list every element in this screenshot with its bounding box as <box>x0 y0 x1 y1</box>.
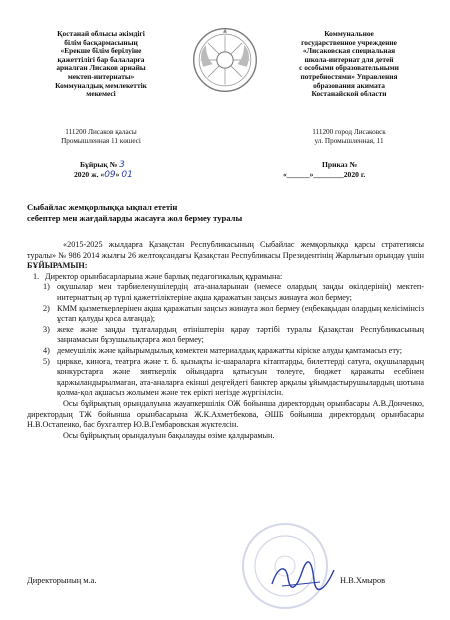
list-item <box>27 357 424 399</box>
org-line: Қостанай облысы әкімдігі <box>57 29 145 38</box>
document-title <box>27 202 242 224</box>
item-text: оқушылар мен тәрбиеленушілердің ата-аналарынан (немесе олардың заңды өкілдерінің) мектеп-интернаттың әр түрлі қажеттіліктеріне ақша қаражатын заңсыз жинауға жол бермеу; <box>57 282 424 302</box>
item-text: Директор орынбасарларына және барлық педагогикалық құрамына: <box>45 271 283 281</box>
title-line: Сыбайлас жемқорлыққа ықпал ететін <box>27 202 178 212</box>
item-number: 5) <box>43 356 50 366</box>
list-item <box>27 304 424 325</box>
org-line: мектеп-интернаты» <box>67 71 135 81</box>
signatory-name: Н.В.Хмыров <box>340 576 386 585</box>
item-text: циркке, киноға, театрға және т. б. қызықты іс-шараларға кітаптарды, билеттерді сатуға, оқушылардың конкурстарға және зияткерлік ойындарға қатысуын төлеуге, бюджет қаражаты есебінен қаржыландырылмаған, ата-аналарға екінші деңгейдегі банктер арқылы ұйымдастырушылардың шотына қолма-қол ақшасыз жолымен және тек ерікті негізде жүргізілсін. <box>57 356 424 398</box>
address-line: Промышленная 11 көшесі <box>61 137 141 145</box>
preamble-text: «2015-2025 жылдарға Қазақстан Республикасының Сыбайлас жемқорлыққа қарсы стратегиясы туралы» № 986 2014 жылғы 26 желтоқсандағы Қазақстан Республикасы Президентінің Жарлығын орындау үшін <box>27 240 424 260</box>
org-line: білім басқармасының <box>64 37 138 47</box>
list-item <box>27 282 424 303</box>
document-body <box>27 240 424 441</box>
org-line: арналған Лисаков арнайы <box>56 63 146 73</box>
preamble-paragraph <box>27 240 424 272</box>
address-kazakh <box>20 128 182 146</box>
list-item <box>27 346 424 357</box>
date-mid: » <box>115 170 122 179</box>
handwritten-month: 01 <box>121 170 133 180</box>
directive-list <box>27 272 424 399</box>
item-number: 2) <box>43 303 50 313</box>
item-text: КММ қызметкерлерінен ақша қаражатын заңсыз жинауға жол бермеу (еңбекақыдан олардың келісімінсіз ұстап қалуды қоса алғанда); <box>57 303 424 324</box>
state-emblem-icon <box>191 26 259 94</box>
signatory-title: Директорының м.а. <box>27 576 97 585</box>
list-item <box>27 272 424 283</box>
responsibility-paragraph: Осы бұйрықтың орындалуына жауапкершілік ОЖ бойынша директордың орынбасары А.В.Донченко, директордың ТЖ бойынша орынбасарына Ж.К.Ахметбекова, ӘШБ бойынша директордың орынбасары Н.В.Остапенко, бас бухгалтер Ю.В.Гембаровская жүктелсін. <box>27 398 424 430</box>
order-date: «______»________2020 г. <box>283 170 366 179</box>
control-paragraph: Осы бұйрықтың орындалуын бақылауды өзіме қалдырамын. <box>63 430 275 440</box>
org-line: государственное учреждение <box>301 37 397 47</box>
order-label: Бұйрық № <box>80 160 118 169</box>
address-line: 111200 Лисаков қаласы <box>65 128 137 136</box>
date-prefix: 2020 ж. « <box>74 170 105 179</box>
org-line: образования акимата <box>313 80 385 90</box>
org-line: школа-интернат для детей <box>304 54 394 64</box>
org-line: Костанайской области <box>311 89 387 99</box>
order-date-russian <box>283 170 365 180</box>
handwritten-signature-icon <box>268 560 338 594</box>
address-russian <box>268 128 430 146</box>
org-line: потребностями» Управления <box>300 71 398 81</box>
handwritten-order-number: 3 <box>119 160 125 170</box>
address-line: ул. Промышленная, 11 <box>314 137 384 145</box>
item-number: 1) <box>43 282 50 292</box>
org-line: с особыми образовательными <box>299 63 399 73</box>
order-number-russian <box>322 160 357 170</box>
org-line: қажеттілігі бар балаларға <box>57 54 145 64</box>
org-name-kazakh <box>20 30 182 99</box>
title-line: себептер мен жағдайларды жасауға жол бермеу туралы <box>27 213 243 223</box>
item-number: 1. <box>33 271 40 281</box>
item-number: 4) <box>43 345 50 355</box>
item-text: жеке және заңды тұлғалардың өтініштерін қарау тәртібі туралы Қазақстан Республикасының заңнамасын бұзушылықтарға жол бермеу; <box>57 324 424 345</box>
item-text: демеушілік және қайырымдылық көмектен материалдық қаражатты кірiске алуды қамтамасыз ету; <box>57 345 403 355</box>
order-date-kazakh <box>74 170 133 180</box>
order-label: Приказ № <box>322 160 358 169</box>
org-line: Коммунальное <box>324 29 374 38</box>
org-line: «Лисаковская специальная <box>302 46 396 56</box>
order-word: БҰЙЫРАМЫН: <box>27 261 88 271</box>
handwritten-day: 09 <box>104 170 116 180</box>
org-line: Коммуналдық мемлекеттік <box>55 80 147 90</box>
letterhead <box>0 0 450 150</box>
org-line: мекемесі <box>86 89 116 99</box>
list-item <box>27 325 424 346</box>
item-number: 3) <box>43 324 50 334</box>
order-number-kazakh <box>80 160 125 170</box>
org-name-russian <box>268 30 430 99</box>
address-line: 111200 город Лисаковск <box>312 128 386 136</box>
org-line: «Ерекше білім берілуіне <box>60 46 142 56</box>
